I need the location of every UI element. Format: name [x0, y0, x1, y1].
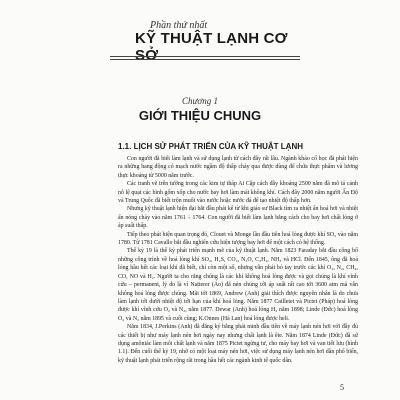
chapter-label: Chương 1 — [182, 96, 218, 106]
paragraph: Tiếp theo phát hiện quan trọng đó, Clouet và Monge lần đầu tiên hoá lỏng được khí SO₂ vào năm 1780. Từ 1781 Cavallo bắt đầu nghiên cứu hiện tượng bay hơi để một cách có hệ thống. — [118, 231, 358, 247]
paragraph: Con người đã biết làm lạnh và sử dụng lạnh từ cách đây rất lâu. Ngành khảo cổ học đã phát hiện ra những hang động có mạch nước ngầm độ thấp chảy qua được dùng để chứa thực phẩm và lương thực khoảng từ 5000 năm trước. — [118, 156, 358, 179]
part-label: Phần thứ nhất — [150, 20, 208, 31]
title-rule — [110, 56, 300, 57]
page-number: 5 — [340, 383, 344, 392]
body-text — [118, 155, 358, 365]
paragraph: Thế kỷ 19 là thế kỷ phát triển mạnh mẽ của kỹ thuật lạnh. Năm 1823 Faraday bắt đầu công bố những công trình về hoá lỏng khí SO₂, H₂S, CO₂, N₂O, C₂H₂, NH₃ và HCl. Đến 1845, ông đã hoá lỏng hầu hết các loại khí đã biết, chỉ còn một số, nhưng vẫn phải bỏ tay trước các khí O₂, N₂, CH₄, CO, NO và H₂. Người ta cho rằng chúng là các khí không hoá lỏng được và gọi chúng là khí vĩnh cửu – permanent, lý do là vì Natterer (Áo) đã nén chúng tới áp suất rất cao tới 3600 atm mà vẫn không hoá lỏng được chúng. Mãi tới 1869, Andrew (Anh) giải thích được nguyên nhân là do chưa làm lạnh tới dưới nhiệt độ tới hạn của khí hoá lỏng. Năm 1877 Cailletet và Pictet (Pháp) hoá lỏng được khí vĩnh cửu O₂ và N₂, năm 1877. Dewar (Anh) hoá lỏng H₂ năm 1898; Linde (Đức) hoá lỏng O₂ và N₂ năm 1895 và cuối cùng; K.Onnes (Hà Lan) hoá lỏng được heli. — [118, 248, 358, 322]
paragraph: Các tranh vẽ trên tường trong các kim tự tháp Ai Cập cách đây khoảng 2500 năm đã mô tả cảnh nô lệ quạt các bình gốm xốp cho nước bay hơi làm mát không khí. Cách đây 2000 năm người Ấn Độ và Trung Quốc đã biết trộn muối vào nước hoặc nước đá để tạo nhiệt độ thấp hơn. — [118, 181, 358, 205]
part-title: KỸ THUẬT LẠNH CƠ SỞ — [135, 30, 288, 64]
chapter-title: GIỚI THIỆU CHUNG — [138, 108, 262, 123]
section-heading: 1.1. LỊCH SỬ PHÁT TRIỂN CỦA KỸ THUẬT LẠNH — [118, 142, 304, 151]
paragraph: Nhưng kỹ thuật lạnh hiện đại bắt đầu phát kể từ khi giáo sư Black tìm ra nhiệt ẩn hoá hơi và nhiệt ẩn nóng chảy vào năm 1761 ÷ 1764. Con người đã biết làm lạnh bằng cách cho bay hơi chất lỏng ở áp suất thấp. — [118, 206, 358, 230]
paragraph: Năm 1834, J.Perkins (Anh) đã đăng ký bằng phát minh đầu tiên về máy lạnh nén hơi với đầy đủ các thiết bị như máy lạnh nén hơi ngày nay nhưng chất lạnh là ête. Năm 1874 Linde (Đức) đã sử dụng amôniác làm môi chất lạnh và năm 1875 Pictet ngừng tư, cho máy bay hơi và van tiết lưu (hình 1.1). Đến cuối thế kỷ 19, nhờ có một loạt máy nén hơi, việc sử dụng máy lạnh nén hơi dần phổ biến, kỹ thuật lạnh phát triển rộng rãi trong hầu hết các ngành kinh tế quốc dân. — [118, 324, 358, 364]
title-rule-double — [110, 59, 300, 60]
